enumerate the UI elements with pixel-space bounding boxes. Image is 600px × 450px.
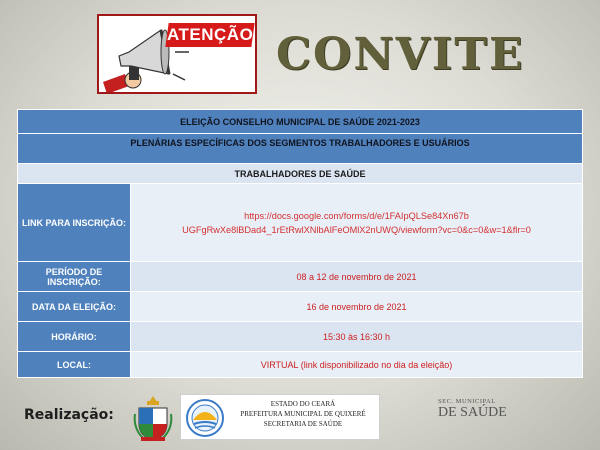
table-segment-row [18,164,583,184]
prefecture-logo [180,394,380,440]
table-row [18,262,583,292]
place-label: LOCAL: [18,352,131,378]
election-title: ELEIÇÃO CONSELHO MUNICIPAL DE SAÚDE 2021-2023 [18,110,583,134]
period-label: PERÍODO DE INSCRIÇÃO: [18,262,131,292]
sms-top-text: SEC. MUNICIPAL [438,398,496,405]
pref-line-secretary: SECRETARIA DE SAÚDE [263,420,343,428]
date-value: 16 de novembro de 2021 [131,292,583,322]
table-row [18,292,583,322]
table-row [18,184,583,262]
table-title-row [18,110,583,134]
page-title: CONVITE [276,29,525,80]
attention-banner [97,14,257,94]
plenaries-subtitle: PLENÁRIAS ESPECÍFICAS DOS SEGMENTOS TRABALHADORES E USUÁRIOS [18,134,583,164]
table-row [18,352,583,378]
link-label: LINK PARA INSCRIÇÃO: [18,184,131,262]
place-value: VIRTUAL (link disponibilizado no dia da eleição) [131,352,583,378]
sms-bottom-text: DE SAÚDE [438,405,507,420]
period-value: 08 a 12 de novembro de 2021 [131,262,583,292]
registration-link[interactable] [131,184,583,262]
attention-label: ATENÇÃO [165,23,254,47]
time-value: 15:30 às 16:30 h [131,322,583,352]
municipal-crest-icon [133,394,173,442]
table-subtitle-row [18,134,583,164]
realization-label: Realização: [24,407,114,423]
table-row [18,322,583,352]
link-line-2[interactable]: UGFgRwXe8lBDad4_1rEtRwlXNlbAlFeOMlX2nUWQ/viewform?vc=0&c=0&w=1&flr=0 [182,224,531,235]
health-secretary-logo [438,398,508,421]
info-table [17,109,583,378]
pref-line-state: ESTADO DO CEARÁ [270,400,336,408]
pref-line-prefecture: PREFEITURA MUNICIPAL DE QUIXERÉ [240,410,366,418]
segment-title: TRABALHADORES DE SAÚDE [18,164,583,184]
time-label: HORÁRIO: [18,322,131,352]
health-seal-icon [185,398,225,438]
link-line-1[interactable]: https://docs.google.com/forms/d/e/1FAIpQLSe84Xn67b [244,210,469,221]
prefecture-text [227,399,379,429]
date-label: DATA DA ELEIÇÃO: [18,292,131,322]
